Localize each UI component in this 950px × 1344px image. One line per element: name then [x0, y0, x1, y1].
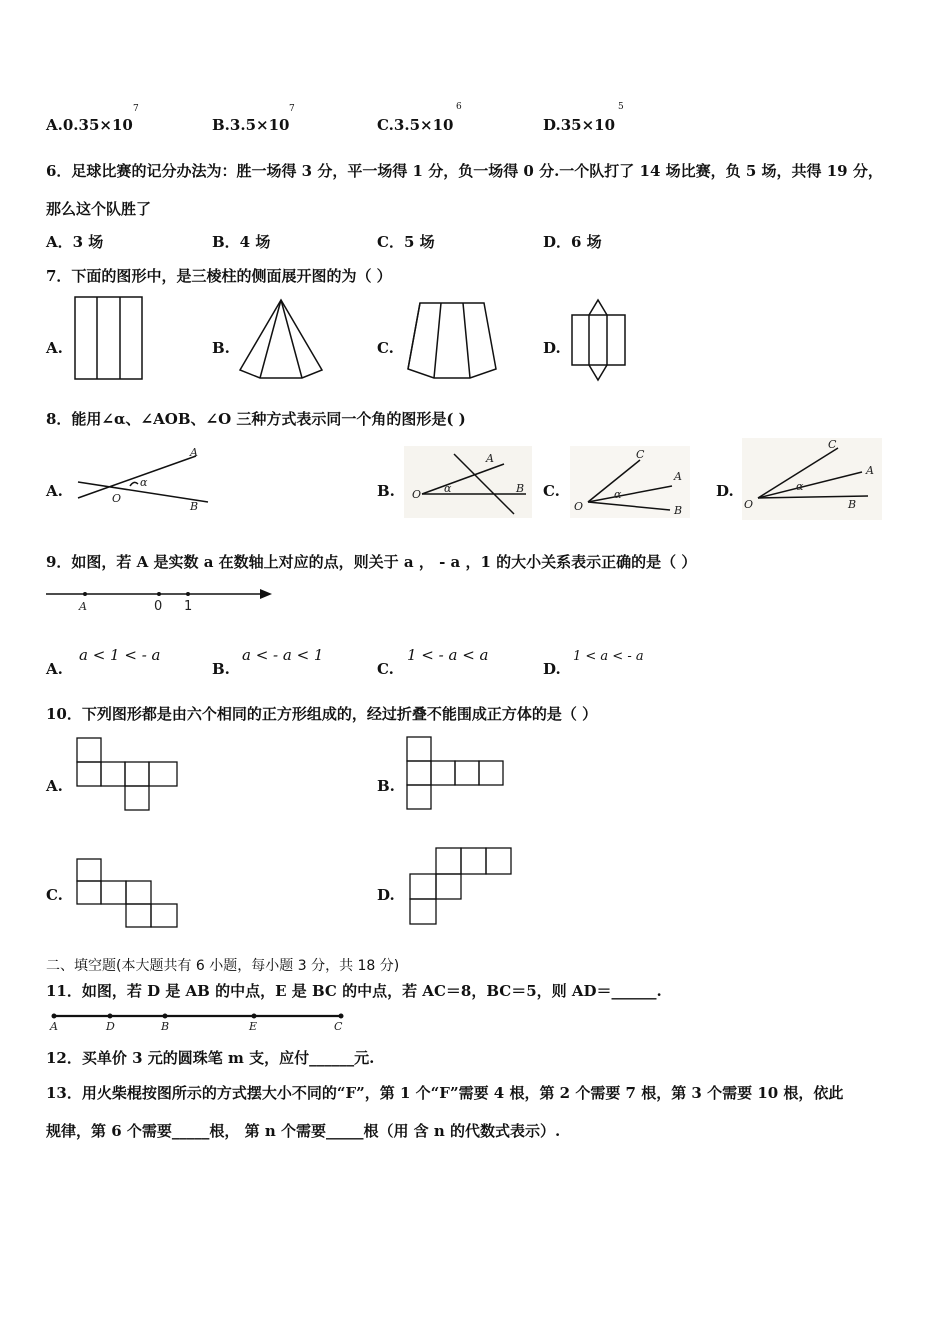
q13-text-line1: 13．用火柴棍按图所示的方式摆大小不同的“F”，第 1 个“F”需要 4 根，第 2 个需要 7 根，第 3 个需要 10 根，依此 — [46, 1084, 844, 1102]
q5-option-b: B.3.5×10 — [212, 116, 290, 134]
q10-figure-a-net — [77, 738, 179, 812]
q8-figure-c — [570, 446, 690, 518]
q8-label-d: D. — [716, 482, 734, 500]
q12-text: 12．买单价 3 元的圆珠笔 m 支，应付______元. — [46, 1049, 375, 1067]
q11-segment-figure — [46, 1010, 356, 1036]
q8a-point-b: B — [190, 500, 199, 513]
q9-label-c: C. — [377, 660, 394, 678]
q8b-point-o: O — [412, 488, 422, 501]
q10-figure-b-net — [407, 737, 505, 811]
q8d-alpha: α — [796, 480, 804, 493]
q9-option-d-expr: 1 < a < - a — [573, 649, 644, 664]
q5-option-d-exponent: 5 — [618, 102, 624, 112]
q8-label-a: A. — [46, 482, 63, 500]
q7-label-a: A. — [46, 339, 63, 357]
q10-text: 10．下列图形都是由六个相同的正方形组成的，经过折叠不能围成正方体的是（ ） — [46, 705, 598, 723]
q5-option-d: D.35×10 — [543, 116, 616, 134]
q10-label-d: D. — [377, 886, 395, 904]
q9-text: 9．如图，若 A 是实数 a 在数轴上对应的点，则关于 a ， - a ，1 的大小关系表示正确的是（ ） — [46, 553, 697, 571]
q8c-point-b: B — [674, 504, 683, 517]
q9-number-line — [46, 584, 276, 618]
q6-option-a: A．3 场 — [46, 233, 104, 251]
q10-figure-c-net — [77, 859, 179, 929]
q8-text: 8．能用∠α、∠AOB、∠O 三种方式表示同一个角的图形是( ) — [46, 410, 466, 428]
q11-point-c: C — [334, 1020, 343, 1033]
q8c-alpha: α — [614, 488, 622, 501]
q7-label-c: C. — [377, 339, 394, 357]
q7-text: 7．下面的图形中，是三棱柱的侧面展开图的为（ ） — [46, 267, 392, 285]
q7-label-b: B. — [212, 339, 230, 357]
q10-label-b: B. — [377, 777, 395, 795]
q8b-point-a: A — [486, 452, 494, 465]
q8b-alpha: α — [444, 482, 452, 495]
q11-point-a: A — [50, 1020, 58, 1033]
q6-option-b: B．4 场 — [212, 233, 271, 251]
q7-figure-b-pyramid-net — [238, 298, 324, 380]
q8d-point-a: A — [866, 464, 874, 477]
q11-text: 11．如图，若 D 是 AB 的中点，E 是 BC 的中点，若 AC＝8，BC＝5，则 AD＝______. — [46, 982, 662, 1000]
q5-option-b-exponent: 7 — [289, 104, 295, 114]
q8-label-c: C. — [543, 482, 560, 500]
q7-figure-a-rectangles — [74, 296, 144, 382]
q8c-point-c: C — [636, 448, 645, 461]
q9-axis-label-1: 1 — [184, 599, 193, 614]
q8a-alpha: α — [140, 476, 148, 489]
q8c-point-a: A — [674, 470, 682, 483]
q9-option-c-expr: 1 < - a < a — [407, 646, 489, 664]
q8c-point-o: O — [574, 500, 584, 513]
q5-option-a-exponent: 7 — [133, 104, 139, 114]
q10-label-c: C. — [46, 886, 63, 904]
q8a-point-a: A — [190, 446, 198, 459]
q10-label-a: A. — [46, 777, 63, 795]
q6-option-c: C．5 场 — [377, 233, 435, 251]
q5-option-c-exponent: 6 — [456, 102, 462, 112]
q10-figure-d-net — [410, 848, 514, 926]
q8d-point-c: C — [828, 438, 837, 451]
q8b-point-b: B — [516, 482, 525, 495]
q8-label-b: B. — [377, 482, 395, 500]
q11-point-e: E — [249, 1020, 258, 1033]
q8-figure-d — [742, 438, 882, 520]
q9-option-b-expr: a < - a < 1 — [242, 646, 324, 664]
q7-figure-c-frustum-net — [406, 299, 498, 381]
q8d-point-o: O — [744, 498, 754, 511]
q13-text-line2: 规律，第 6 个需要_____根， 第 n 个需要_____根（用 含 n 的代数式表示）. — [46, 1122, 561, 1140]
q9-label-d: D. — [543, 660, 561, 678]
q8a-point-o: O — [112, 492, 122, 505]
q9-option-a-expr: a < 1 < - a — [79, 646, 161, 664]
q9-axis-label-a: A — [79, 600, 87, 613]
q6-text-line1: 6．足球比赛的记分办法为：胜一场得 3 分，平一场得 1 分，负一场得 0 分.一个队打了 14 场比赛，负 5 场，共得 19 分， — [46, 162, 883, 180]
q6-text-line2: 那么这个队胜了 — [46, 200, 152, 218]
q5-option-c: C.3.5×10 — [377, 116, 454, 134]
q11-point-b: B — [161, 1020, 170, 1033]
section2-title: 二、填空题(本大题共有 6 小题，每小题 3 分，共 18 分) — [46, 958, 400, 974]
q9-label-a: A. — [46, 660, 63, 678]
q9-label-b: B. — [212, 660, 230, 678]
q7-figure-d-prism-net — [570, 298, 628, 382]
q6-option-d: D．6 场 — [543, 233, 602, 251]
q9-axis-label-0: 0 — [154, 599, 163, 614]
q8-figure-a — [72, 446, 217, 516]
q8-figure-b — [404, 446, 532, 518]
q7-label-d: D. — [543, 339, 561, 357]
q8d-point-b: B — [848, 498, 857, 511]
q5-option-a: A.0.35×10 — [46, 116, 133, 134]
q11-point-d: D — [106, 1020, 115, 1033]
